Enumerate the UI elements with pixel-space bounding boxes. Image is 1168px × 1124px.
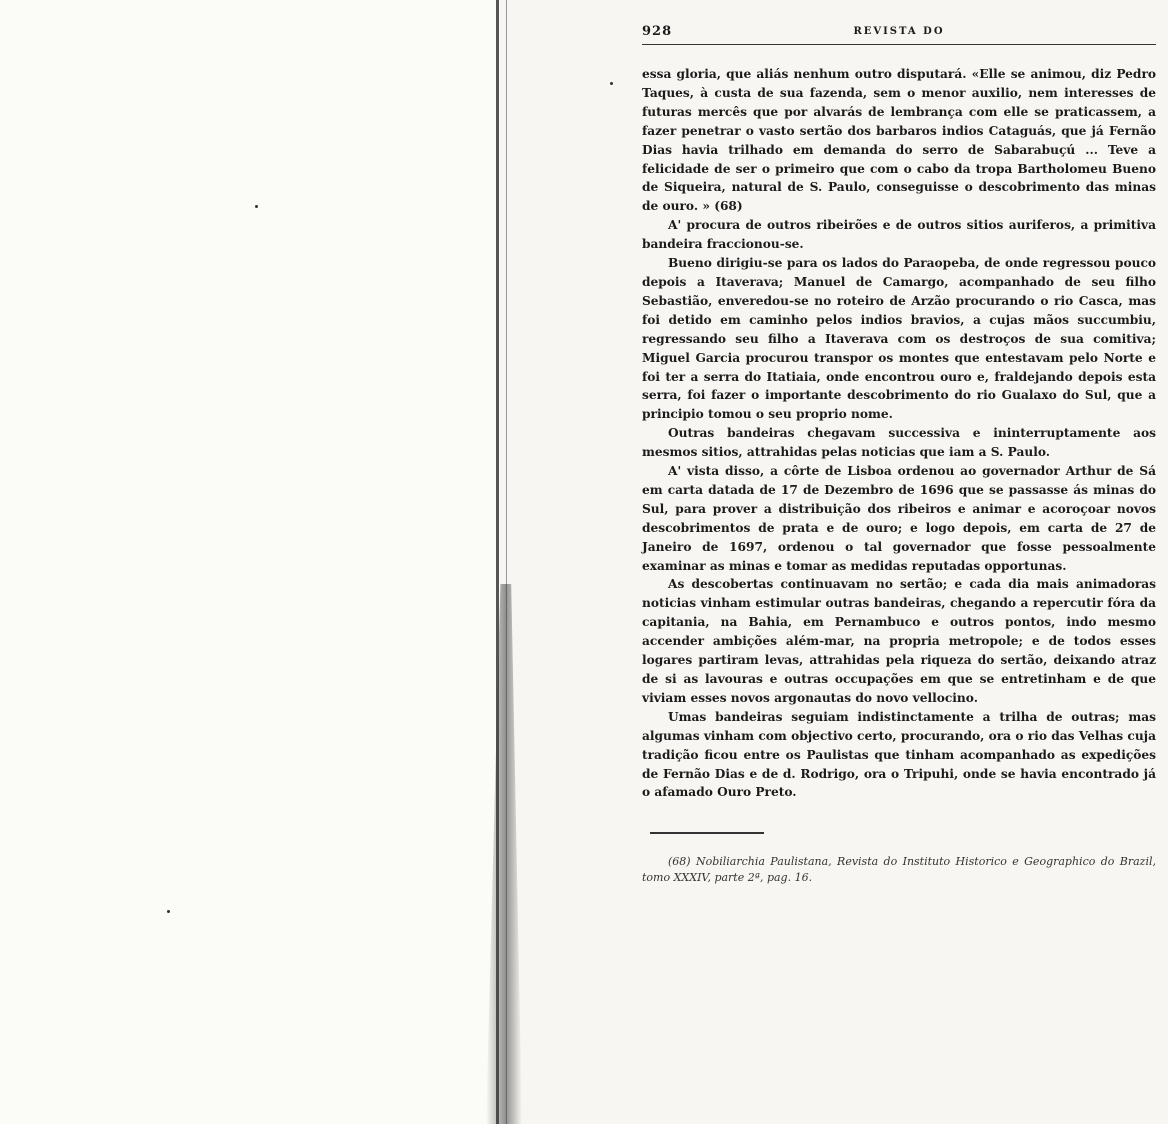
gutter-shadow	[486, 584, 522, 1124]
book-binding-gutter	[486, 0, 526, 1124]
paragraph-1: essa gloria, que aliás nenhum outro disputará. «Elle se animou, diz Pedro Taques, à custa de sua fazenda, sem o menor auxilio, nem interesses de futuras mercês que por alvarás de lembrança com elle se praticassem, a fazer penetrar o vasto sertão dos barbaros indios Cataguás, que já Fernão Dias havia trilhado em demanda do serro de Sabarabuçú ... Teve a felicidade de ser o primeiro que com o cabo da tropa Bartholomeu Bueno de Siqueira, natural de S. Paulo, conseguisse o descobrimento das minas de ouro. » (68)	[642, 67, 1156, 214]
paragraph-5: A' vista disso, a côrte de Lisboa ordenou ao governador Arthur de Sá em carta datada de 17 de Dezembro de 1696 que se passasse ás minas do Sul, para prover a distribuição dos ribeiros e animar e acoroçoar novos descobrimentos de prata e de ouro; e logo depois, em carta de 27 de Janeiro de 1697, ordenou o tal governador que fosse pessoalmente examinar as minas e tomar as medidas reputadas opportunas.	[642, 464, 1156, 573]
footnote: (68) Nobiliarchia Paulistana, Revista do Instituto Historico e Geographico do Brazil, tomo XXXIV, parte 2ª, pag. 16.	[642, 854, 1156, 884]
page-body	[642, 65, 1156, 802]
running-title: REVISTA DO	[853, 26, 945, 37]
page-speck	[167, 910, 170, 913]
paragraph-2: A' procura de outros ribeirões e de outros sitios auriferos, a primitiva bandeira fraccionou-se.	[642, 218, 1156, 252]
paragraph-3: Bueno dirigiu-se para os lados do Paraopeba, de onde regressou pouco depois a Itaverava; Manuel de Camargo, acompanhado de seu filho Sebastião, enveredou-se no roteiro de Arzão procurando o rio Casca, mas foi detido em caminho pelos indios bravios, a cujas mãos succumbiu, regressando seu filho a Itaverava com os destroços de sua comitiva; Miguel Garcia procurou transpor os montes que entestavam pelo Norte e foi ter a serra do Itatiaia, onde encontrou ouro e, fraldejando depois esta serra, foi fazer o importante descobrimento do rio Gualaxo do Sul, que a principio tomou o seu proprio nome.	[642, 256, 1156, 422]
running-header	[642, 24, 1156, 45]
paragraph-4: Outras bandeiras chegavam successiva e ininterruptamente aos mesmos sitios, attrahidas pelas noticias que iam a S. Paulo.	[642, 426, 1156, 460]
paragraph-6: As descobertas continuavam no sertão; e cada dia mais animadoras noticias vinham estimular outras bandeiras, chegando a repercutir fóra da capitania, na Bahia, em Pernambuco e outros pontos, indo mesmo accender ambições além-mar, na propria metropole; e de todos esses logares partiram levas, attrahidas pela riqueza do sertão, deixando atraz de si as lavouras e outras occupações em que se entretinham e de que viviam esses novos argonautas do novo vellocino.	[642, 577, 1156, 705]
page-speck	[610, 82, 613, 85]
paragraph-7: Umas bandeiras seguiam indistinctamente a trilha de outras; mas algumas vinham com objectivo certo, procurando, ora o rio das Velhas cuja tradição ficou entre os Paulistas que tinham acompanhado as expedições de Fernão Dias e de d. Rodrigo, ora o Tripuhi, onde se havia encontrado já o afamado Ouro Preto.	[642, 709, 1156, 800]
text-page	[642, 24, 1156, 886]
blank-left-page	[0, 0, 500, 1124]
page-speck	[255, 205, 258, 208]
page-number: 928	[642, 24, 673, 39]
footnote-rule	[650, 832, 764, 834]
